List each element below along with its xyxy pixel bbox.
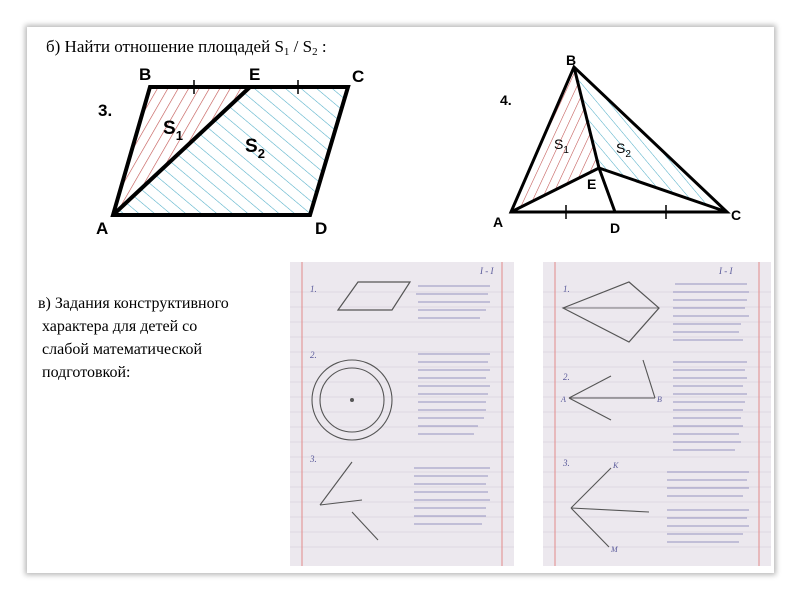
point4-B: B bbox=[566, 52, 577, 68]
label4-s2: $S_2$ bbox=[616, 140, 631, 160]
label4-s1: $S_1$ bbox=[554, 136, 569, 156]
point4-E: E bbox=[587, 176, 597, 192]
page-title: б) Найти отношение площадей $S_1 / S_2$ : bbox=[46, 37, 327, 58]
worksheet2-point-M: M bbox=[611, 545, 618, 554]
worksheet2-point-K: K bbox=[613, 461, 619, 470]
worksheet1-header: I - I bbox=[480, 266, 494, 276]
point-A: A bbox=[96, 219, 109, 238]
worksheet1-item-3: 3. bbox=[310, 454, 317, 464]
point4-A: A bbox=[493, 214, 504, 230]
worksheet2-point-B: B bbox=[657, 395, 662, 404]
figure4-number: 4. bbox=[500, 92, 512, 108]
figure3-number: 3. bbox=[98, 101, 113, 120]
point-C: C bbox=[352, 67, 365, 86]
figure-parallelogram bbox=[80, 60, 380, 240]
worksheet1-item-1: 1. bbox=[310, 284, 317, 294]
point-D: D bbox=[315, 219, 328, 238]
point4-C: C bbox=[731, 207, 742, 223]
worksheet2-item-3: 3. bbox=[563, 458, 570, 468]
point4-D: D bbox=[610, 220, 621, 236]
worksheet2-header: I - I bbox=[719, 266, 733, 276]
worksheet-photo-1 bbox=[290, 262, 514, 566]
worksheet2-item-1: 1. bbox=[563, 284, 570, 294]
worksheet2-point-A: A bbox=[561, 395, 566, 404]
figure-triangle bbox=[490, 45, 760, 245]
label-s2: $S_2$ bbox=[245, 136, 265, 161]
label-s1: $S_1$ bbox=[163, 118, 183, 143]
worksheet2-item-2: 2. bbox=[563, 372, 570, 382]
worksheet1-item-2: 2. bbox=[310, 350, 317, 360]
worksheet-photo-2 bbox=[543, 262, 771, 566]
task-c-text: в) Задания конструктивного характера для детей со слабой математической подготовкой: bbox=[38, 295, 229, 381]
point-B: B bbox=[139, 65, 152, 84]
point-E: E bbox=[249, 65, 261, 84]
